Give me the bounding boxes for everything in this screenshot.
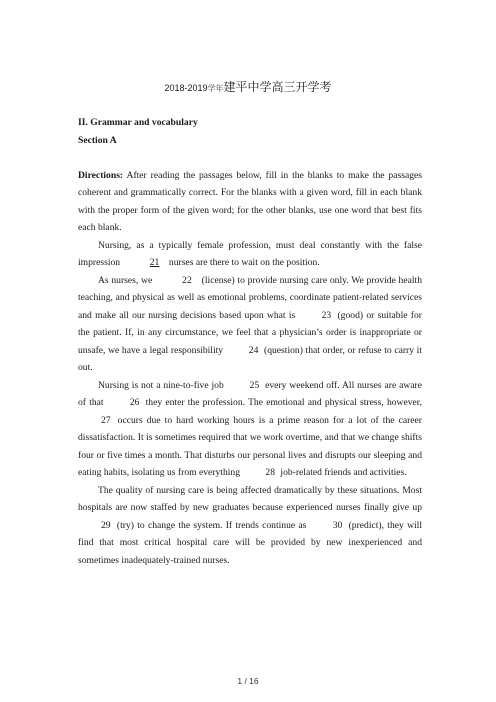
blank-21[interactable]: 21 [149, 257, 160, 268]
passage-text: (predict), they will find that most critical hospital care will be provided by new inexperienced and sometimes inadequately-trained nurses. [78, 519, 423, 566]
section-subheading: Section A [78, 134, 117, 146]
directions-paragraph [78, 167, 422, 237]
document-body [78, 114, 422, 569]
blank-30[interactable]: 30 [332, 519, 343, 531]
title-label-small: 学年 [207, 84, 224, 93]
passage-text: As nurses, we [98, 274, 155, 286]
title-year: 2018-2019 [164, 83, 208, 93]
passage-text: (license) to provide nursing care only. We provide health teaching, and physical as well as emotional problems, coordinate patient-related services and make all our nursing decisions based upon what is [78, 274, 422, 321]
blank-26[interactable]: 26 [129, 397, 140, 408]
passage-text: every weekend off. All nurses are aware of that [78, 379, 423, 408]
blank-27[interactable]: 27 [101, 414, 111, 426]
passage-text: nurses are there to wait on the position. [166, 257, 320, 268]
blank-line [78, 149, 422, 167]
passage-text: (good) or suitable for the patient. If, in any circumstance, we feel that a physician’s order is inappropriate or unsafe, we have a legal responsibility [78, 309, 422, 356]
passage-paragraph-4 [78, 482, 422, 570]
blank-28[interactable]: 28 [265, 467, 275, 478]
page-number: 1 / 16 [237, 676, 259, 686]
passage-text: Nursing, as a typically female profession, must deal constantly with the false impression [78, 239, 422, 268]
passage-paragraph-3 [78, 377, 422, 482]
passage-text: Nursing is not a nine-to-five job [98, 379, 227, 391]
directions-text: After reading the passages below, fill in the blanks to make the passages coherent and grammatically correct. For the blanks with a given word, fill in each blank with the proper form of the given word; for the other blanks, use one word that best fits each blank. [78, 169, 422, 233]
blank-24[interactable]: 24 [248, 344, 259, 356]
blank-29[interactable]: 29 [101, 519, 111, 531]
blank-22[interactable]: 22 [182, 274, 192, 286]
title-school: 建平中学高三开学考 [223, 80, 332, 94]
directions-label: Directions: [78, 169, 124, 181]
section-heading: II. Grammar and vocabulary [78, 117, 198, 128]
passage-text: occurs due to hard working hours is a prime reason for a lot of the career dissatisfaction. It is sometimes required that we work overtime, and that we change shifts four or five times a month. That disturbs our personal lives and disrupts our sleeping and eating habits, isolating us from everything [78, 414, 422, 478]
passage-paragraph-1 [78, 237, 422, 272]
passage-text: The quality of nursing care is being affected dramatically by these situations. Most hospitals are now staffed by new graduates because experienced nurses finally give up [78, 484, 422, 513]
passage-text: job-related friends and activities. [278, 467, 407, 478]
passage-text: (try) to change the system. If trends continue as [113, 519, 310, 531]
page-title [0, 79, 496, 97]
passage-text: (question) that order, or refuse to carry it out. [78, 344, 423, 373]
blank-23[interactable]: 23 [321, 309, 332, 321]
passage-paragraph-2 [78, 272, 422, 377]
passage-text: they enter the profession. The emotional and physical stress, however, [142, 397, 422, 408]
blank-25[interactable]: 25 [249, 379, 260, 391]
